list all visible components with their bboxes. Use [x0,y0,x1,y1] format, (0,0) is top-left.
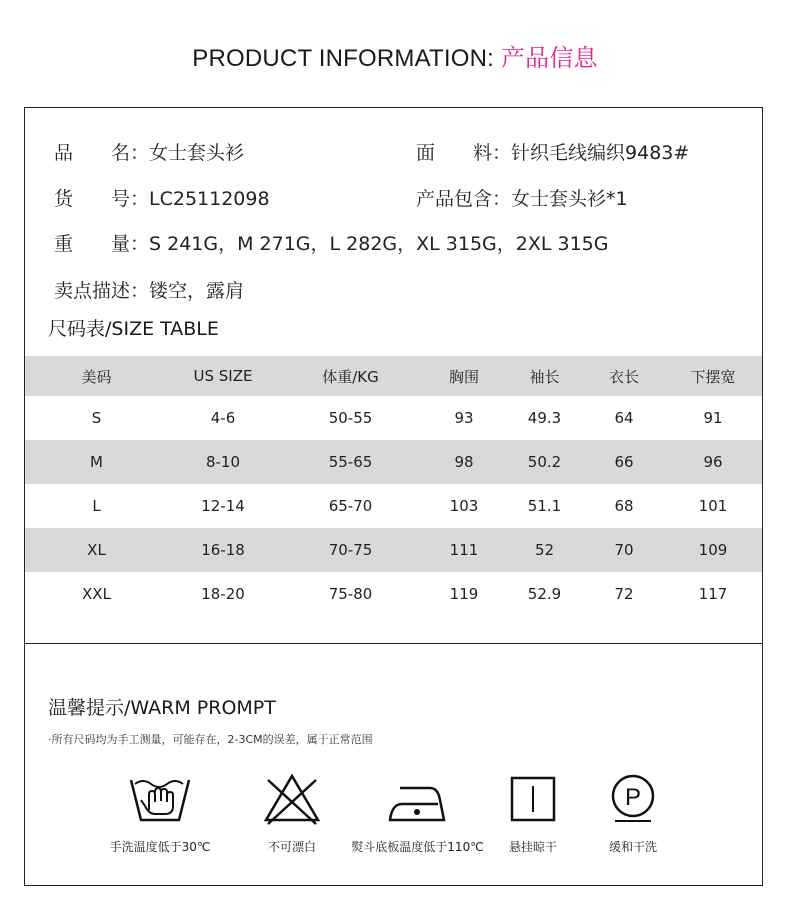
table-cell: 103 [449,497,479,515]
table-cell: 12-14 [201,497,245,515]
table-cell: 8-10 [205,453,241,471]
table-cell: 16-18 [201,541,245,559]
table-row [25,484,762,528]
info-includes [416,184,628,211]
size-table [25,356,762,616]
table-cell: 52 [534,541,555,559]
measurement-note: ·所有尺码均为手工测量，可能存在，2-3CM的误差，属于正常范围 [48,733,373,746]
table-cell: 55-65 [328,453,373,471]
section-divider [24,643,763,644]
table-header: 下摆宽 [690,367,736,386]
table-header: US SIZE [193,367,253,385]
no-bleach-icon [262,770,322,826]
info-features [54,276,244,303]
table-row [25,440,762,484]
care-dry-clean [588,770,678,855]
table-header-row [25,356,762,396]
iron-icon [386,770,450,826]
table-cell: 49.3 [527,409,562,427]
care-hang-dry [488,770,578,855]
table-row [25,572,762,616]
table-header: 衣长 [608,367,639,386]
dry-clean-icon [608,770,658,826]
table-cell: 101 [698,497,728,515]
table-cell: 4-6 [210,409,236,427]
name-value: 女士套头衫 [149,142,245,164]
info-sku [54,184,270,211]
care-label: 悬挂晾干 [508,840,557,854]
title-en: PRODUCT INFORMATION: [192,45,495,72]
table-cell: XXL [82,585,111,603]
info-weight [54,229,609,256]
svg-text:P: P [624,784,642,811]
sku-value: LC25112098 [149,188,270,210]
sku-label: 货 号： [54,188,150,210]
fabric-value: 针织毛线编织9483# [511,142,690,164]
page-title [0,38,790,73]
care-label: 熨斗底板温度低于110℃ [351,840,484,854]
table-cell: S [91,409,102,427]
table-cell: 72 [614,585,634,603]
table-row [25,396,762,440]
table-cell: 66 [614,453,634,471]
table-cell: 70-75 [328,541,373,559]
table-cell: 52.9 [527,585,562,603]
info-fabric [416,138,689,165]
includes-label: 产品包含： [416,188,512,210]
table-header: 袖长 [529,367,560,386]
table-cell: 68 [614,497,634,515]
table-cell: 50-55 [328,409,373,427]
table-cell: 111 [449,541,479,559]
features-label: 卖点描述： [54,280,150,302]
hand-wash-icon [129,770,191,826]
weight-label: 重 量： [54,233,150,255]
table-cell: 91 [703,409,723,427]
size-table-title: 尺码表/SIZE TABLE [48,318,219,340]
care-label: 不可漂白 [267,840,316,854]
table-cell: M [90,453,103,471]
table-cell: 18-20 [201,585,245,603]
care-no-bleach [237,770,347,855]
table-cell: 50.2 [527,453,562,471]
table-cell: 75-80 [328,585,373,603]
warm-prompt-title: 温馨提示/WARM PROMPT [48,697,276,719]
title-cn: 产品信息 [500,44,598,72]
info-name [54,138,244,165]
table-cell: 65-70 [328,497,373,515]
includes-value: 女士套头衫*1 [511,188,628,210]
table-cell: 119 [449,585,479,603]
hang-dry-icon [508,770,558,826]
table-header: 胸围 [448,367,479,386]
weight-value: S 241G，M 271G，L 282G，XL 315G，2XL 315G [149,233,609,255]
table-cell: XL [87,541,106,559]
care-hand-wash [95,770,225,855]
name-label: 品 名： [54,142,150,164]
table-cell: L [92,497,101,515]
table-cell: 117 [698,585,728,603]
table-cell: 109 [698,541,728,559]
table-row [25,528,762,572]
care-label: 手洗温度低于30℃ [109,840,211,854]
table-cell: 93 [454,409,474,427]
fabric-label: 面 料： [416,142,512,164]
table-cell: 98 [454,453,474,471]
table-cell: 96 [703,453,723,471]
table-cell: 64 [614,409,634,427]
care-iron [340,770,495,855]
features-value: 镂空，露肩 [149,280,245,302]
care-label: 缓和干洗 [608,840,657,854]
table-cell: 51.1 [527,497,562,515]
table-header: 美码 [81,367,112,386]
table-header: 体重/KG [322,367,379,386]
table-cell: 70 [614,541,634,559]
